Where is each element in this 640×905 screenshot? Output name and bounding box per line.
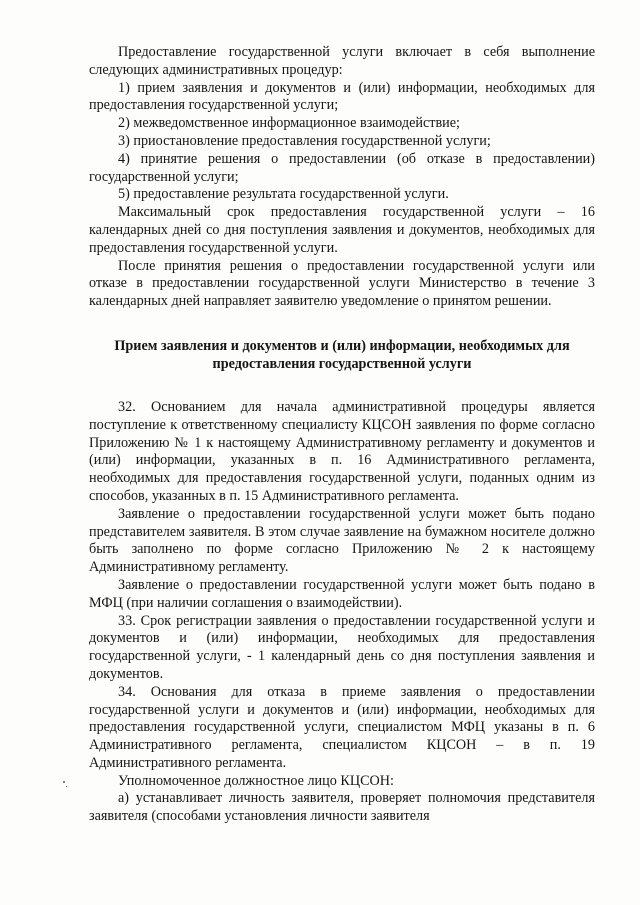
procedures-lead: Предоставление государственной услуги включает в себя выполнение следующих административных процедур:	[89, 44, 595, 78]
section-heading: Прием заявления и документов и (или) информации, необходимых для предоставления государственной услуги	[114, 337, 570, 372]
scan-speck	[66, 786, 67, 787]
procedure-item-2: 2) межведомственное информационное взаимодействие;	[118, 115, 460, 132]
official-lead: Уполномоченное должностное лицо КЦСОН:	[118, 772, 394, 789]
clause-32-mfc: Заявление о предоставлении государственной услуги может быть подано в МФЦ (при наличии соглашения о взаимодействии).	[89, 576, 595, 611]
clause-32: 32. Основанием для начала административной процедуры является поступление к ответственному специалисту КЦСОН заявления по форме согласно Приложению № 1 к настоящему Административному регламенту и документов и (или) информации, указанных в п. 16 Административного регламента, необходимых для предоставления государственной услуги, поданных одним из способов, указанных в п. 15 Административного регламента.	[89, 398, 595, 504]
procedure-item-1: 1) прием заявления и документов и (или) информации, необходимых для предоставления государственной услуги;	[89, 79, 595, 114]
procedure-item-4: 4) принятие решения о предоставлении (об отказе в предоставлении) государственной услуги;	[89, 150, 595, 185]
clause-34: 34. Основания для отказа в приеме заявления о предоставлении государственной услуги и документов и (или) информации, необходимых для предоставления государственной услуги, специалистом МФЦ указаны в п. 6 Административного регламента, специалистом КЦСОН – в п. 19 Административного регламента.	[89, 683, 595, 771]
scan-speck	[63, 781, 65, 783]
procedure-item-3: 3) приостановление предоставления государственной услуги;	[118, 132, 491, 149]
procedure-item-5: 5) предоставление результата государственной услуги.	[118, 186, 449, 203]
document-body	[89, 44, 595, 826]
clause-32-representative: Заявление о предоставлении государственной услуги может быть подано представителем заявителя. В этом случае заявление на бумажном носителе должно быть заполнено по форме согласно Приложению № 2 к настоящему Административному регламенту.	[89, 505, 595, 576]
duty-item-a: а) устанавливает личность заявителя, проверяет полномочия представителя заявителя (способами установления личности заявителя	[89, 790, 595, 825]
clause-33: 33. Срок регистрации заявления о предоставлении государственной услуги и документов и (или) информации, необходимых для предоставления государственной услуги, - 1 календарный день со дня поступления заявления и документов.	[89, 612, 595, 682]
decision-notice-paragraph: После принятия решения о предоставлении государственной услуги или отказе в предоставлении государственной услуги Министерство в течение 3 календарных дней направляет заявителю уведомление о принятом решении.	[89, 257, 595, 310]
max-term-paragraph: Максимальный срок предоставления государственной услуги – 16 календарных дней со дня поступления заявления и документов, необходимых для предоставления государственной услуги.	[89, 204, 595, 256]
